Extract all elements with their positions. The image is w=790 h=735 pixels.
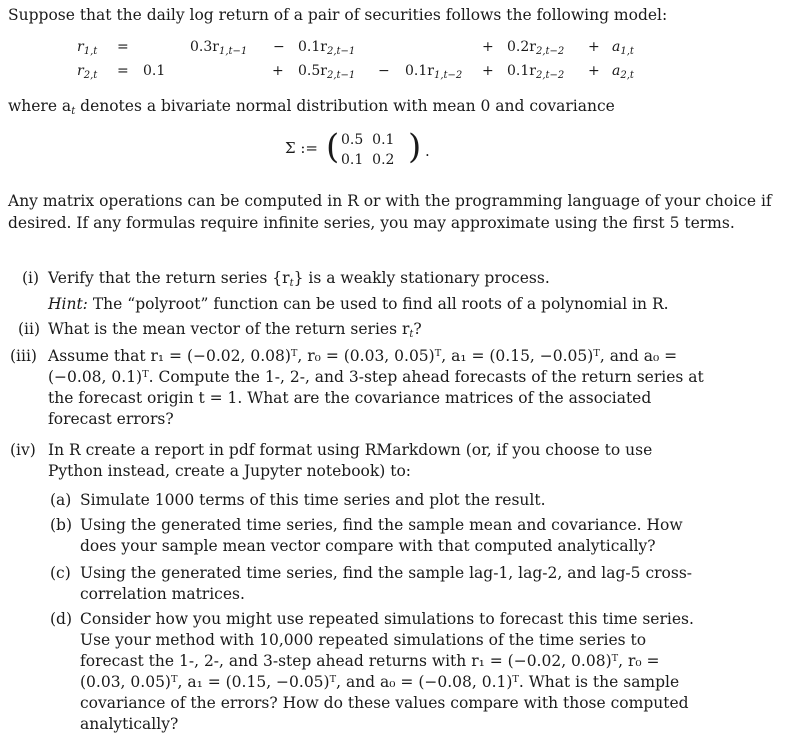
- covariance-matrix: [0, 126, 790, 174]
- term-3: $0.1r_{1,t-2}$: [405, 63, 463, 81]
- term-2: $0.5r_{2,t-1}$: [298, 63, 356, 81]
- operator-4: +: [482, 63, 494, 79]
- hint-label: Hint:: [48, 295, 88, 313]
- lhs-r2: $r_{2,t}$: [77, 63, 98, 81]
- subitem-c: [0, 563, 790, 607]
- model-equation-row-2: [0, 62, 790, 80]
- item-body: In R create a report in pdf format using RMarkdown (or, if you choose to use Python instead, create a Jupyter notebook) to:: [48, 441, 653, 480]
- operator-2: −: [273, 39, 285, 55]
- lhs-r1: $r_{1,t}$: [77, 39, 98, 57]
- item-i: [0, 268, 790, 312]
- matrix-entries: [341, 130, 394, 170]
- where-text: where $a_t$ denotes a bivariate normal distribution with mean 0 and covariance: [8, 97, 615, 117]
- item-label: (ii): [18, 320, 41, 338]
- term-1: $0.3r_{1,t-1}$: [190, 39, 248, 57]
- term-2: $0.1r_{2,t-1}$: [298, 39, 356, 57]
- subitem-body: Simulate 1000 terms of this time series and plot the result.: [80, 491, 546, 509]
- operator-4: +: [482, 39, 494, 55]
- constant-term: 0.1: [143, 63, 166, 79]
- model-equation-row-1: [0, 38, 790, 56]
- item-label: (iv): [10, 441, 36, 459]
- operator-5: +: [588, 63, 600, 79]
- equals-sign: =: [117, 39, 129, 55]
- item-iii: [0, 346, 790, 432]
- intro-text: Suppose that the daily log return of a pair of securities follows the following model:: [8, 6, 668, 24]
- subitem-label: (a): [50, 491, 72, 509]
- subitem-b: [0, 515, 790, 559]
- term-4: $0.1r_{2,t-2}$: [507, 63, 565, 81]
- term-4: $0.2r_{2,t-2}$: [507, 39, 565, 57]
- matrix-m12: 0.1: [372, 132, 395, 148]
- subitem-label: (c): [50, 564, 71, 582]
- paragraph-2: Any matrix operations can be computed in R or with the programming language of your choice if desired. If any formulas require infinite series, you may approximate using the first 5 terms.: [8, 192, 772, 232]
- term-5: $a_{2,t}$: [612, 63, 634, 81]
- subitem-d: [0, 609, 790, 733]
- equals-sign: =: [117, 63, 129, 79]
- matrix-m22: 0.2: [372, 152, 395, 168]
- operator-3: −: [378, 63, 390, 79]
- matrix-m21: 0.1: [341, 152, 364, 168]
- item-iv: [0, 440, 790, 484]
- operator-2: +: [272, 63, 284, 79]
- item-ii: [0, 319, 790, 341]
- item-body: Assume that r₁ = (−0.02, 0.08)ᵀ, r₀ = (0.03, 0.05)ᵀ, a₁ = (0.15, −0.05)ᵀ, and a₀ = (−0.08, 0.1)ᵀ. Compute the 1-, 2-, and 3-step ahead forecasts of the return series at the forecast origin t = 1. What are the covariance matrices of the associated forecast errors?: [48, 347, 704, 428]
- subitem-body: Using the generated time series, find the sample lag-1, lag-2, and lag-5 cross-correlation matrices.: [80, 564, 693, 603]
- left-paren: (: [326, 127, 340, 167]
- right-paren: ): [408, 127, 422, 167]
- item-label: (i): [22, 269, 40, 287]
- item-body: What is the mean vector of the return series $r_t$?: [48, 320, 422, 340]
- subitem-a: [0, 490, 790, 512]
- subitem-label: (b): [50, 516, 73, 534]
- sigma-symbol: Σ :=: [285, 139, 318, 157]
- subitem-body: Using the generated time series, find the sample mean and covariance. How does your sample mean vector compare with that computed analytically?: [80, 516, 683, 555]
- subitem-body: Consider how you might use repeated simulations to forecast this time series. Use your method with 10,000 repeated simulations of the time series to forecast the 1-, 2-, and 3-step ahead returns with r₁ = (−0.02, 0.08)ᵀ, r₀ = (0.03, 0.05)ᵀ, a₁ = (0.15, −0.05)ᵀ, and a₀ = (−0.08, 0.1)ᵀ. What is the sample covariance of the errors? How do these values compare with those computed analytically?: [80, 610, 694, 733]
- term-5: $a_{1,t}$: [612, 39, 634, 57]
- item-body: Verify that the return series $\{r_t\}$ is a weakly stationary process. Hint: The “polyroot” function can be used to find all roots of a polynomial in R.: [48, 269, 669, 313]
- period: .: [425, 142, 430, 160]
- matrix-m11: 0.5: [341, 132, 364, 148]
- operator-5: +: [588, 39, 600, 55]
- item-label: (iii): [10, 347, 37, 365]
- subitem-label: (d): [50, 610, 73, 628]
